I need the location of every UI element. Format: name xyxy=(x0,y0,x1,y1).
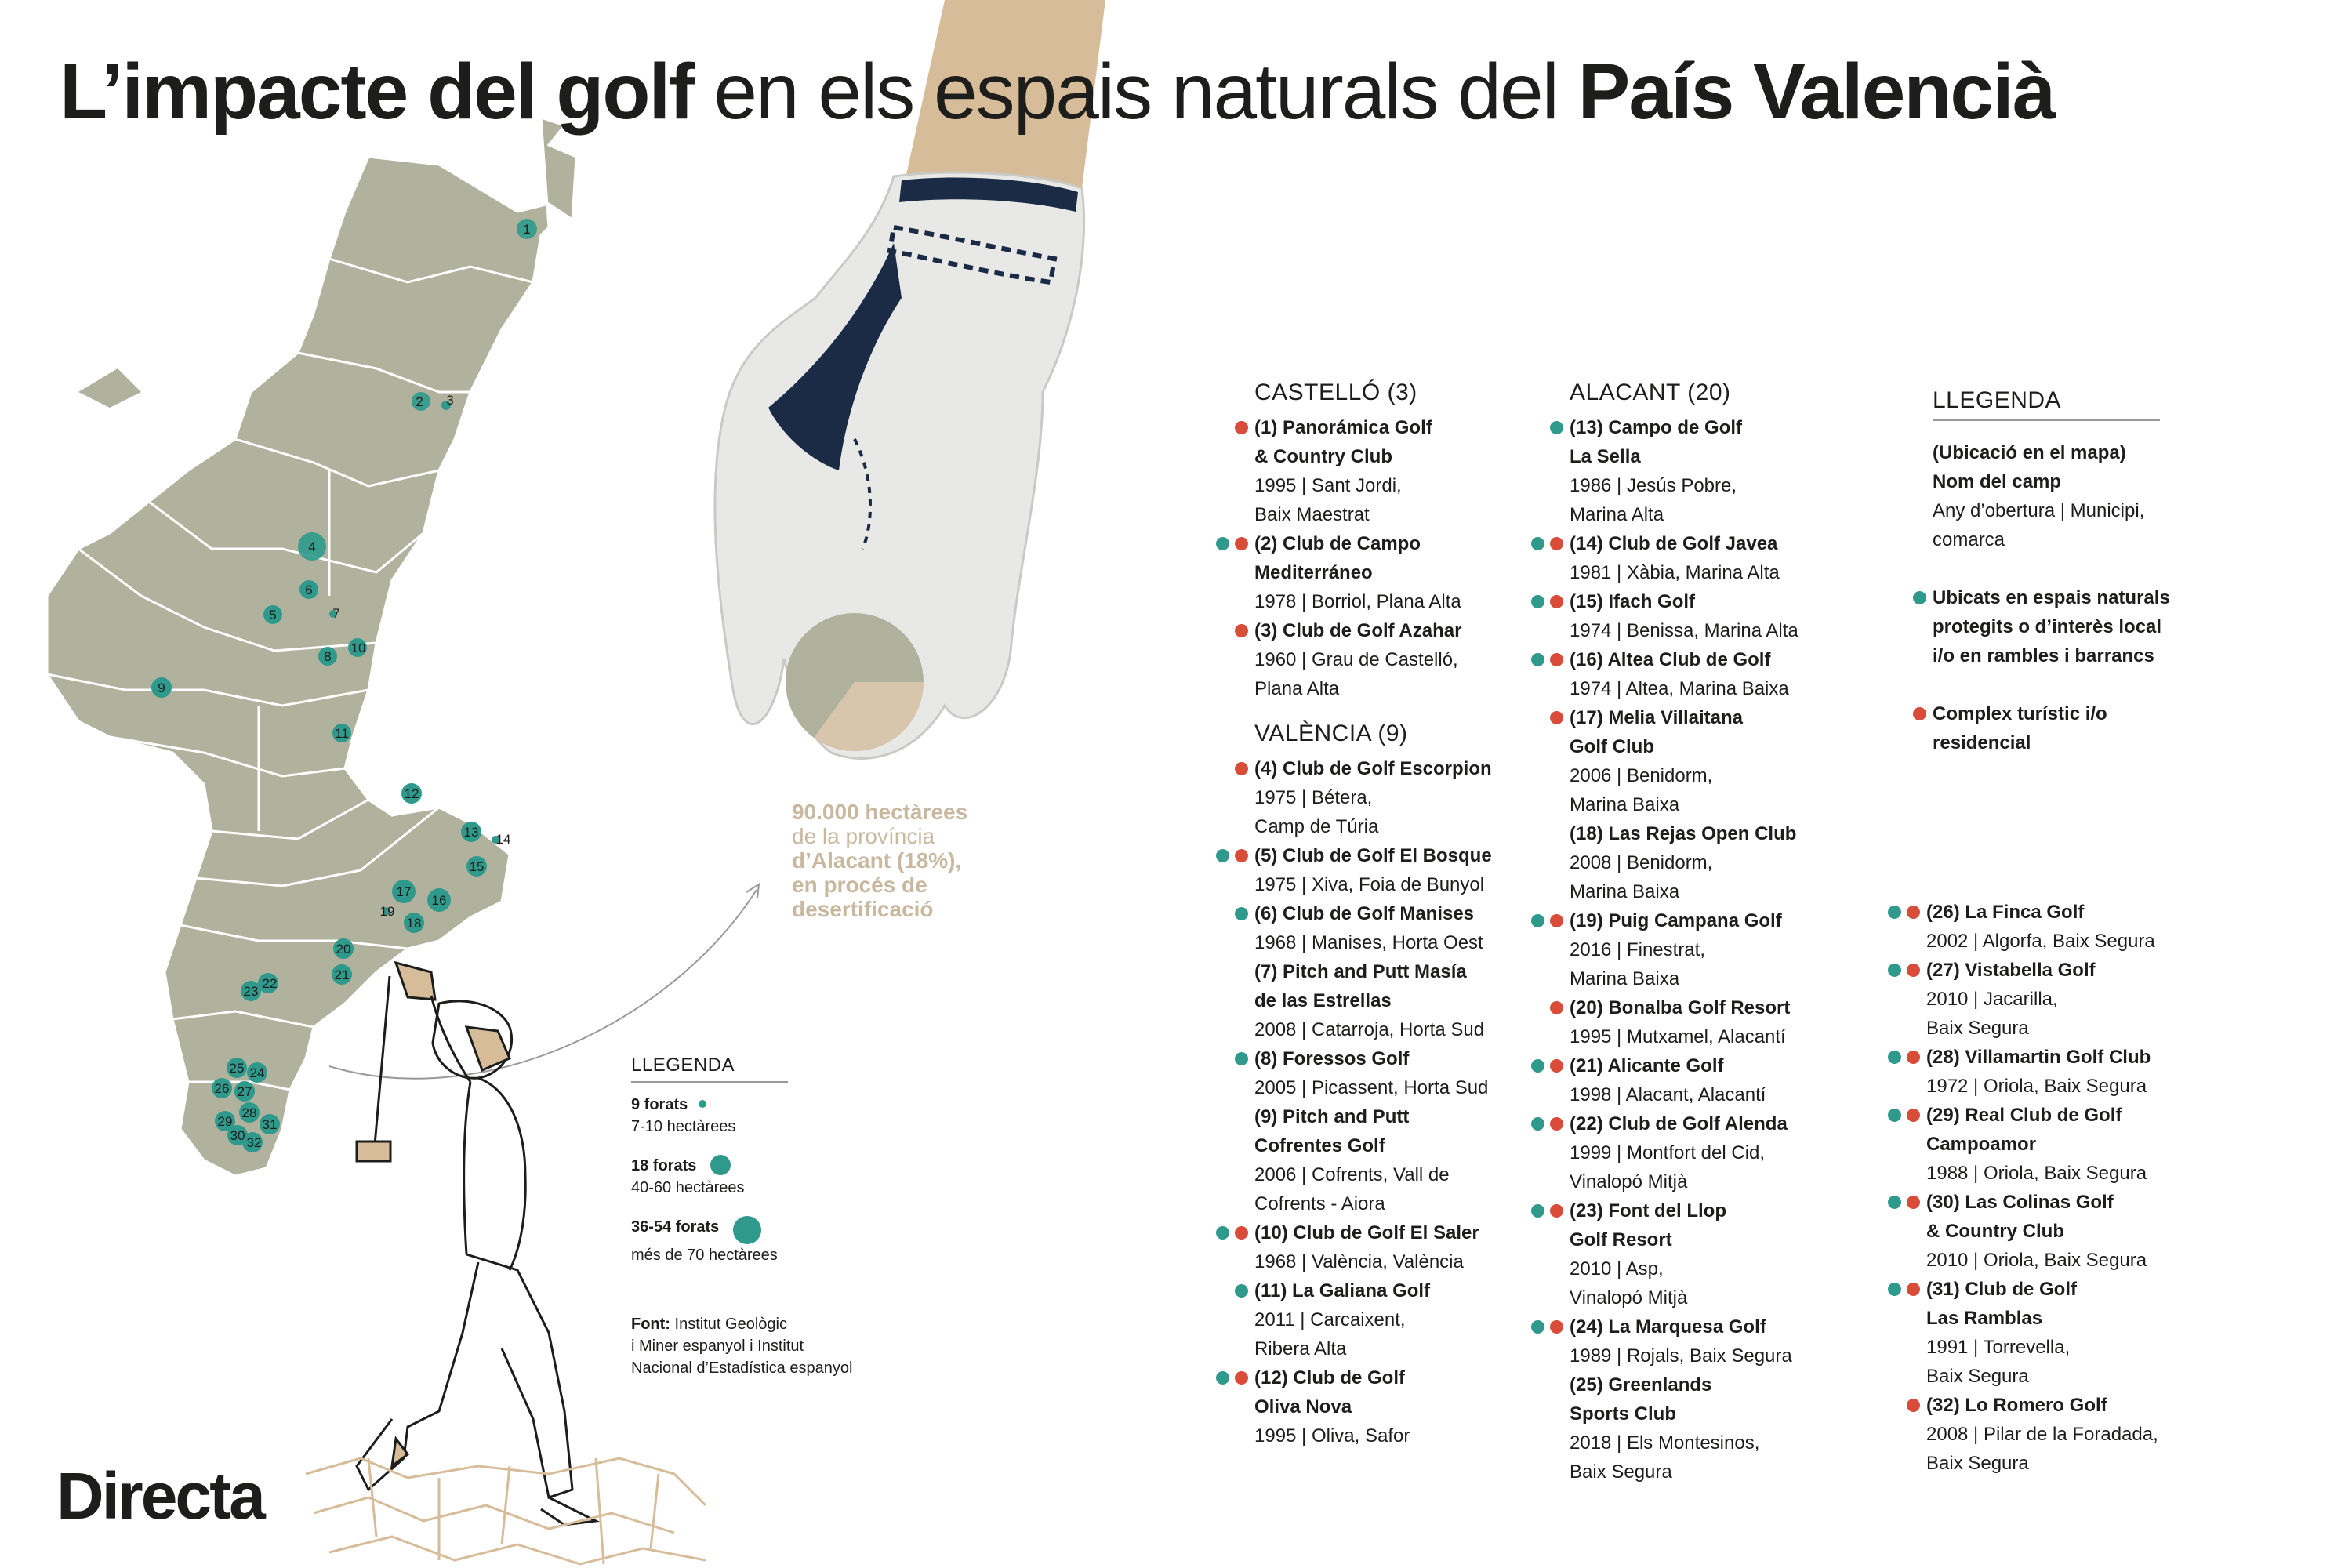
golf-course-entry xyxy=(1254,957,1568,1044)
map-label: 5 xyxy=(269,608,277,622)
course-name: (31) Club de Golf xyxy=(1926,1279,2077,1300)
map-label: 21 xyxy=(334,967,350,982)
small-circle-icon xyxy=(699,1100,706,1108)
category-dots xyxy=(1882,1196,1920,1225)
map-label: 4 xyxy=(308,539,316,554)
alacant-list xyxy=(1570,413,1883,1486)
golf-course-entry xyxy=(1926,1101,2256,1188)
red-dot-icon xyxy=(1550,711,1563,724)
note-line: 90.000 hectàrees xyxy=(792,800,968,824)
size-legend-item xyxy=(631,1155,852,1199)
course-detail: 1991 | Torrevella, xyxy=(1926,1337,2071,1358)
note-line: en procés de xyxy=(792,873,927,897)
note-line: d’Alacant (18%), xyxy=(792,848,962,873)
source-text: i Miner espanyol i Institut xyxy=(631,1338,804,1355)
category-dots xyxy=(1210,1226,1248,1255)
teal-dot-icon xyxy=(1888,1109,1901,1122)
course-name: (17) Melia Villaitana xyxy=(1570,707,1743,728)
course-name: & Country Club xyxy=(1254,446,1392,467)
golf-course-entry xyxy=(1926,956,2256,1043)
course-detail: Baix Maestrat xyxy=(1254,504,1370,525)
course-detail: 1960 | Grau de Castelló, xyxy=(1254,649,1458,670)
course-name: Golf Resort xyxy=(1570,1229,1672,1250)
source-note xyxy=(631,1313,852,1379)
course-name: Las Ramblas xyxy=(1926,1308,2043,1329)
course-detail: Vinalopó Mitjà xyxy=(1570,1287,1688,1308)
size-legend xyxy=(631,1054,852,1379)
course-detail: 1981 | Xàbia, Marina Alta xyxy=(1570,562,1780,583)
large-circle-icon xyxy=(733,1216,761,1244)
red-dot-icon xyxy=(1550,1204,1563,1218)
legend-text: i/o en rambles i barrancs xyxy=(1933,645,2154,666)
legend-dots xyxy=(1907,591,1926,620)
course-name: (7) Pitch and Putt Masía xyxy=(1254,961,1467,982)
course-name: (28) Villamartin Golf Club xyxy=(1926,1047,2151,1068)
course-detail: Cofrents - Aiora xyxy=(1254,1193,1385,1214)
map-label: 7 xyxy=(332,606,340,621)
map-label: 18 xyxy=(406,916,422,931)
note-line: desertificació xyxy=(792,897,934,921)
course-name: Mediterráneo xyxy=(1254,562,1373,583)
course-detail: 1998 | Alacant, Alacantí xyxy=(1570,1084,1766,1105)
course-name: (14) Club de Golf Javea xyxy=(1570,533,1778,554)
map-label: 15 xyxy=(469,859,485,874)
course-name: (5) Club de Golf El Bosque xyxy=(1254,845,1492,866)
course-detail: 1995 | Sant Jordi, xyxy=(1254,475,1402,496)
course-detail: Camp de Túria xyxy=(1254,816,1379,837)
red-dot-icon xyxy=(1235,624,1248,637)
course-detail: Baix Segura xyxy=(1926,1453,2029,1474)
teal-dot-icon xyxy=(1235,1052,1248,1065)
teal-dot-icon xyxy=(1531,1320,1544,1334)
course-detail: 1968 | Manises, Horta Oest xyxy=(1254,932,1483,953)
course-name: (21) Alicante Golf xyxy=(1570,1055,1724,1076)
red-dot-icon xyxy=(1235,1371,1248,1385)
main-legend xyxy=(1933,386,2215,757)
course-detail: 2008 | Benidorm, xyxy=(1570,852,1713,873)
map-label: 13 xyxy=(463,825,479,840)
red-dot-icon xyxy=(1907,1051,1920,1064)
map-label: 12 xyxy=(404,786,419,801)
legend-title: LLEGENDA xyxy=(1933,387,2062,413)
golf-course-entry xyxy=(1570,1312,1883,1370)
size-legend-area: 40-60 hectàrees xyxy=(631,1179,745,1196)
red-dot-icon xyxy=(1550,537,1563,550)
legend-red xyxy=(1933,699,2215,757)
course-detail: 2010 | Jacarilla, xyxy=(1926,989,2058,1010)
category-dots xyxy=(1229,624,1248,653)
map-label: 2 xyxy=(416,394,423,409)
course-name: (30) Las Colinas Golf xyxy=(1926,1192,2114,1213)
course-name: Campoamor xyxy=(1926,1134,2037,1155)
golf-course-entry xyxy=(1570,587,1883,645)
golf-course-entry xyxy=(1570,819,1883,906)
teal-dot-icon xyxy=(1235,1284,1248,1298)
map-label: 27 xyxy=(237,1084,252,1099)
map-label: 16 xyxy=(431,893,447,908)
legend-text: Any d’obertura | Municipi, xyxy=(1933,500,2145,521)
map-label: 28 xyxy=(241,1105,257,1120)
red-dot-icon xyxy=(1907,906,1920,919)
golf-course-entry xyxy=(1254,1218,1568,1276)
legend-text: comarca xyxy=(1933,529,2005,550)
teal-dot-icon xyxy=(1531,537,1544,550)
legend-text: (Ubicació en el mapa) xyxy=(1933,442,2126,463)
course-name: Sports Club xyxy=(1570,1403,1676,1425)
course-name: (10) Club de Golf El Saler xyxy=(1254,1222,1479,1243)
source-text: Institut Geològic xyxy=(670,1316,787,1333)
golf-course-entry xyxy=(1926,1391,2256,1478)
alacant-continued-column xyxy=(1926,898,2256,1478)
course-name: (16) Altea Club de Golf xyxy=(1570,649,1771,670)
category-dots xyxy=(1526,537,1563,566)
teal-dot-icon xyxy=(1216,849,1229,862)
course-name: (6) Club de Golf Manises xyxy=(1254,903,1475,924)
golf-course-entry xyxy=(1254,1276,1568,1363)
red-dot-icon xyxy=(1235,1226,1248,1240)
red-dot-icon xyxy=(1235,762,1248,775)
alacant-column xyxy=(1570,378,1883,1486)
category-dots xyxy=(1882,1283,1920,1312)
directa-logo: Directa xyxy=(56,1459,263,1533)
map-label: 10 xyxy=(350,641,366,655)
category-dots xyxy=(1882,1109,1920,1138)
teal-dot-icon xyxy=(1216,537,1229,550)
category-dots xyxy=(1526,595,1563,624)
course-name: Golf Club xyxy=(1570,736,1654,757)
course-detail: Marina Baixa xyxy=(1570,968,1680,989)
map-label: 1 xyxy=(523,222,531,237)
castello-header: CASTELLÓ (3) xyxy=(1254,379,1417,405)
category-dots xyxy=(1544,421,1563,450)
map-label: 22 xyxy=(262,976,278,991)
map-label: 14 xyxy=(495,832,511,847)
course-name: Oliva Nova xyxy=(1254,1396,1352,1417)
course-detail: 1972 | Oriola, Baix Segura xyxy=(1926,1076,2147,1097)
course-detail: 1989 | Rojals, Baix Segura xyxy=(1570,1345,1792,1367)
course-detail: 1968 | València, València xyxy=(1254,1251,1464,1272)
golf-course-entry xyxy=(1926,898,2256,956)
legend-text: Nom del camp xyxy=(1933,471,2062,492)
course-name: (3) Club de Golf Azahar xyxy=(1254,620,1462,641)
size-legend-area: 7-10 hectàrees xyxy=(631,1118,736,1135)
red-dot-icon xyxy=(1907,964,1920,977)
course-name: (32) Lo Romero Golf xyxy=(1926,1395,2107,1416)
map-label: 31 xyxy=(262,1117,278,1132)
golf-course-entry xyxy=(1254,616,1568,703)
source-label: Font: xyxy=(631,1316,670,1333)
teal-dot-icon xyxy=(1531,1204,1544,1218)
map-label: 23 xyxy=(243,984,259,999)
course-detail: 2006 | Cofrents, Vall de xyxy=(1254,1164,1450,1185)
golf-course-entry xyxy=(1254,1363,1568,1450)
category-dots xyxy=(1901,1399,1920,1428)
category-dots xyxy=(1229,1052,1248,1081)
course-detail: 1995 | Mutxamel, Alacantí xyxy=(1570,1026,1786,1047)
course-name: La Sella xyxy=(1570,446,1641,467)
map-label: 30 xyxy=(230,1128,245,1143)
course-detail: Marina Baixa xyxy=(1570,794,1680,815)
size-legend-area: més de 70 hectàrees xyxy=(631,1247,778,1264)
red-dot-icon xyxy=(1235,421,1248,434)
course-name: (23) Font del Llop xyxy=(1570,1200,1726,1221)
course-detail: 2018 | Els Montesinos, xyxy=(1570,1432,1760,1454)
course-name: (11) La Galiana Golf xyxy=(1254,1280,1431,1301)
map-label: 19 xyxy=(379,904,395,919)
category-dots xyxy=(1544,711,1563,740)
category-dots xyxy=(1526,1117,1563,1146)
teal-dot-icon xyxy=(1888,964,1901,977)
size-legend-item xyxy=(631,1216,852,1266)
red-dot-icon xyxy=(1550,653,1563,666)
course-detail: Baix Segura xyxy=(1926,1366,2029,1387)
red-dot-icon xyxy=(1907,1109,1920,1122)
map-label: 11 xyxy=(335,726,349,741)
teal-dot-icon xyxy=(1531,595,1544,608)
course-detail: 2002 | Algorfa, Baix Segura xyxy=(1926,931,2155,952)
course-name: (1) Panorámica Golf xyxy=(1254,417,1432,438)
castello-list xyxy=(1254,413,1568,703)
red-dot-icon xyxy=(1907,1283,1920,1296)
note-line: de la província xyxy=(792,824,935,848)
red-dot-icon xyxy=(1550,1059,1563,1073)
category-dots xyxy=(1526,1059,1563,1088)
map-label: 6 xyxy=(305,583,313,597)
red-dot-icon xyxy=(1907,1399,1920,1412)
legend-text: Complex turístic i/o xyxy=(1933,703,2107,724)
teal-dot-icon xyxy=(1550,421,1563,434)
teal-dot-icon xyxy=(1531,653,1544,666)
category-dots xyxy=(1882,906,1920,935)
map-label: 20 xyxy=(336,942,351,956)
course-name: (18) Las Rejas Open Club xyxy=(1570,823,1797,844)
golf-course-entry xyxy=(1254,1044,1568,1102)
category-dots xyxy=(1526,914,1563,943)
course-name: (15) Ifach Golf xyxy=(1570,591,1696,612)
medium-circle-icon xyxy=(710,1155,731,1175)
red-dot-icon xyxy=(1235,537,1248,550)
course-detail: Plana Alta xyxy=(1254,678,1340,699)
golf-course-entry xyxy=(1570,703,1883,819)
course-name: (29) Real Club de Golf xyxy=(1926,1105,2122,1126)
teal-dot-icon xyxy=(1888,906,1901,919)
golf-course-entry xyxy=(1570,1109,1883,1196)
course-detail: 1986 | Jesús Pobre, xyxy=(1570,475,1737,496)
teal-dot-icon xyxy=(1531,1059,1544,1073)
teal-dot-icon xyxy=(1216,1226,1229,1240)
course-detail: 1999 | Montfort del Cid, xyxy=(1570,1142,1766,1163)
course-name: (9) Pitch and Putt xyxy=(1254,1106,1410,1127)
course-name: (2) Club de Campo xyxy=(1254,533,1421,554)
category-dots xyxy=(1882,1051,1920,1080)
page-title xyxy=(60,47,2054,137)
teal-dot-icon xyxy=(1888,1283,1901,1296)
course-detail: Ribera Alta xyxy=(1254,1338,1347,1359)
golf-course-entry xyxy=(1254,413,1568,529)
size-legend-holes: 9 forats xyxy=(631,1096,688,1113)
red-dot-icon xyxy=(1907,1196,1920,1209)
golf-course-entry xyxy=(1254,529,1568,616)
title-bold-part: L’impacte del golf xyxy=(60,48,694,136)
teal-dot-icon xyxy=(1888,1051,1901,1064)
course-detail: 2006 | Benidorm, xyxy=(1570,765,1713,786)
red-dot-icon xyxy=(1550,1117,1563,1131)
course-name: (4) Club de Golf Escorpion xyxy=(1254,758,1492,779)
size-legend-holes: 36-54 forats xyxy=(631,1218,720,1236)
category-dots xyxy=(1210,849,1248,878)
golf-course-entry xyxy=(1926,1043,2256,1101)
size-legend-title: LLEGENDA xyxy=(631,1054,735,1076)
red-dot-icon xyxy=(1550,595,1563,608)
source-text: Nacional d’Estadística espanyol xyxy=(631,1359,853,1377)
course-name: (22) Club de Golf Alenda xyxy=(1570,1113,1788,1134)
alacant-continued-list xyxy=(1926,898,2256,1478)
valencia-header: VALÈNCIA (9) xyxy=(1254,720,1408,746)
course-name: Cofrentes Golf xyxy=(1254,1135,1385,1156)
course-detail: Baix Segura xyxy=(1570,1461,1672,1483)
category-dots xyxy=(1229,1284,1248,1313)
golf-course-entry xyxy=(1926,1275,2256,1391)
course-detail: Marina Baixa xyxy=(1570,881,1680,902)
course-detail: 1975 | Bétera, xyxy=(1254,787,1373,808)
castello-valencia-column xyxy=(1254,378,1568,1450)
golf-course-entry xyxy=(1570,1196,1883,1312)
teal-dot-icon xyxy=(1216,1371,1229,1385)
legend-text: Ubicats en espais naturals xyxy=(1933,587,2170,608)
red-dot-icon xyxy=(1550,1320,1563,1334)
alacant-header: ALACANT (20) xyxy=(1570,379,1731,405)
course-detail: Marina Alta xyxy=(1570,504,1664,525)
course-name: (8) Foressos Golf xyxy=(1254,1048,1410,1069)
divider xyxy=(631,1081,788,1083)
course-name: (25) Greenlands xyxy=(1570,1374,1712,1396)
legend-text: residencial xyxy=(1933,732,2031,753)
category-dots xyxy=(1526,1320,1563,1349)
course-name: & Country Club xyxy=(1926,1221,2064,1242)
legend-text: protegits o d’interès local xyxy=(1933,616,2162,637)
course-detail: Baix Segura xyxy=(1926,1018,2029,1039)
desertification-note xyxy=(792,800,1051,921)
course-detail: 1975 | Xiva, Foia de Bunyol xyxy=(1254,874,1485,895)
map-label: 25 xyxy=(229,1061,245,1076)
course-name: (20) Bonalba Golf Resort xyxy=(1570,997,1791,1018)
category-dots xyxy=(1526,653,1563,682)
golf-course-entry xyxy=(1254,1102,1568,1218)
course-name: (13) Campo de Golf xyxy=(1570,417,1743,438)
course-detail: 2010 | Oriola, Baix Segura xyxy=(1926,1250,2147,1271)
map-label: 26 xyxy=(214,1081,230,1096)
course-name: (27) Vistabella Golf xyxy=(1926,960,2096,981)
course-detail: Vinalopó Mitjà xyxy=(1570,1171,1688,1192)
golf-course-entry xyxy=(1254,899,1568,957)
course-detail: 1974 | Altea, Marina Baixa xyxy=(1570,678,1789,699)
course-name: de las Estrellas xyxy=(1254,990,1392,1011)
map-label: 9 xyxy=(158,681,165,695)
course-name: (26) La Finca Golf xyxy=(1926,902,2085,923)
teal-dot-icon xyxy=(1531,914,1544,927)
course-detail: 1978 | Borriol, Plana Alta xyxy=(1254,591,1461,612)
category-dots xyxy=(1526,1204,1563,1233)
golf-course-entry xyxy=(1570,413,1883,529)
golf-course-entry xyxy=(1570,993,1883,1051)
golf-course-entry xyxy=(1570,1370,1883,1486)
legend-teal xyxy=(1933,583,2215,670)
map-label: 3 xyxy=(446,393,454,408)
category-dots xyxy=(1210,1371,1248,1400)
map-label: 32 xyxy=(246,1135,262,1150)
course-detail: 2016 | Finestrat, xyxy=(1570,939,1705,960)
category-dots xyxy=(1229,762,1248,791)
golf-course-entry xyxy=(1570,645,1883,703)
golf-course-entry xyxy=(1254,754,1568,841)
divider xyxy=(1933,419,2160,421)
teal-dot-icon xyxy=(1531,1117,1544,1131)
golf-course-entry xyxy=(1570,1051,1883,1109)
course-detail: 2011 | Carcaixent, xyxy=(1254,1309,1406,1330)
size-legend-holes: 18 forats xyxy=(631,1157,697,1174)
category-dots xyxy=(1229,421,1248,450)
course-detail: 1995 | Oliva, Safor xyxy=(1254,1425,1410,1446)
map-label: 8 xyxy=(324,649,332,664)
course-detail: 1974 | Benissa, Marina Alta xyxy=(1570,620,1798,641)
course-detail: 1988 | Oriola, Baix Segura xyxy=(1926,1163,2147,1184)
title-region: País Valencià xyxy=(1577,48,2055,136)
red-dot-icon xyxy=(1550,914,1563,927)
category-dots xyxy=(1882,964,1920,993)
golf-course-entry xyxy=(1570,529,1883,587)
teal-dot-icon xyxy=(1235,907,1248,920)
course-name: (12) Club de Golf xyxy=(1254,1367,1405,1388)
category-dots xyxy=(1544,1001,1563,1030)
category-dots xyxy=(1229,907,1248,936)
red-dot-icon xyxy=(1235,849,1248,862)
valencia-list xyxy=(1254,754,1568,1450)
course-name: (24) La Marquesa Golf xyxy=(1570,1316,1766,1338)
course-detail: 2010 | Asp, xyxy=(1570,1258,1664,1279)
map-label: 24 xyxy=(249,1065,265,1080)
golf-course-entry xyxy=(1926,1188,2256,1275)
map-label: 29 xyxy=(217,1114,233,1129)
course-detail: 2008 | Catarroja, Horta Sud xyxy=(1254,1019,1485,1040)
map-label: 17 xyxy=(396,884,412,899)
course-detail: 2005 | Picassent, Horta Sud xyxy=(1254,1077,1489,1098)
red-dot-icon xyxy=(1550,1001,1563,1014)
teal-dot-icon xyxy=(1888,1196,1901,1209)
golf-course-entry xyxy=(1570,906,1883,993)
size-legend-item xyxy=(631,1094,852,1138)
title-light-part: en els espais naturals del xyxy=(693,48,1578,136)
course-name: (19) Puig Campana Golf xyxy=(1570,910,1782,931)
course-detail: 2008 | Pilar de la Foradada, xyxy=(1926,1424,2158,1445)
teal-dot-icon xyxy=(1913,591,1926,604)
golf-course-entry xyxy=(1254,841,1568,899)
red-dot-icon xyxy=(1913,707,1926,720)
category-dots xyxy=(1210,537,1248,566)
legend-dots xyxy=(1907,707,1926,736)
